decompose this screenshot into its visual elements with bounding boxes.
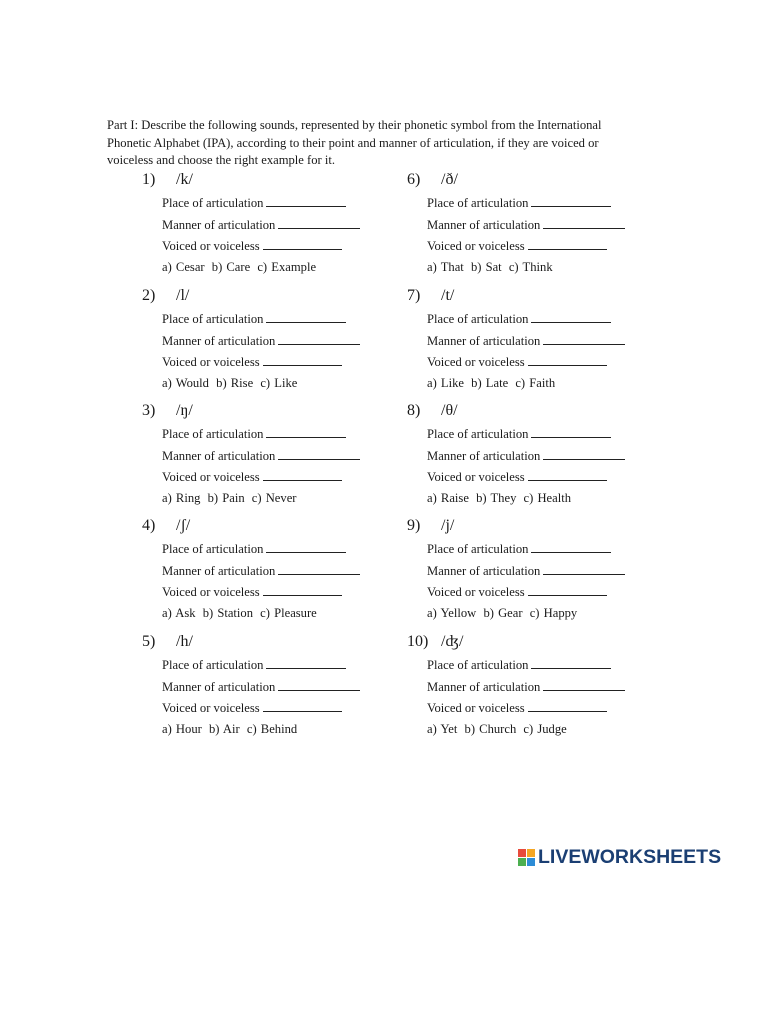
place-field-row bbox=[162, 195, 346, 211]
answer-option[interactable]: a) That bbox=[427, 260, 464, 274]
exercise-item bbox=[142, 401, 402, 505]
exercise-heading bbox=[407, 632, 667, 652]
voiced-field-row bbox=[162, 700, 342, 716]
manner-answer-blank[interactable] bbox=[543, 333, 625, 345]
manner-field-row bbox=[427, 563, 625, 579]
voiced-label: Voiced or voiceless bbox=[162, 470, 260, 484]
voiced-label: Voiced or voiceless bbox=[162, 239, 260, 253]
answer-options bbox=[427, 722, 570, 737]
exercise-heading bbox=[407, 401, 667, 421]
phonetic-symbol: /j/ bbox=[441, 517, 455, 534]
manner-field-row bbox=[162, 217, 360, 233]
answer-option[interactable]: b) Church bbox=[464, 722, 517, 736]
exercise-item bbox=[142, 286, 402, 390]
answer-option[interactable]: c) Never bbox=[251, 491, 297, 505]
exercise-heading bbox=[407, 516, 667, 536]
answer-option[interactable]: a) Cesar bbox=[162, 260, 205, 274]
exercise-item bbox=[142, 516, 402, 620]
exercise-heading bbox=[142, 516, 402, 536]
exercise-heading bbox=[142, 170, 402, 190]
place-answer-blank[interactable] bbox=[531, 195, 611, 207]
place-field-row bbox=[162, 311, 346, 327]
place-answer-blank[interactable] bbox=[531, 657, 611, 669]
answer-options bbox=[162, 376, 300, 391]
manner-label: Manner of articulation bbox=[162, 449, 276, 463]
phonetic-symbol: /l/ bbox=[176, 287, 190, 304]
voiced-field-row bbox=[427, 469, 607, 485]
answer-option[interactable]: b) Rise bbox=[216, 376, 254, 390]
manner-answer-blank[interactable] bbox=[543, 448, 625, 460]
exercise-number: 2) bbox=[142, 287, 156, 304]
answer-option[interactable]: a) Yet bbox=[427, 722, 458, 736]
voiced-answer-blank[interactable] bbox=[528, 584, 607, 596]
instructions-text: Part I: Describe the following sounds, represented by their phonetic symbol from the International Phonetic Alphabet (IPA), according to their point and manner of articulation, if they are voiced or voiceless and choose the right example for it. bbox=[107, 118, 602, 167]
place-answer-blank[interactable] bbox=[266, 657, 346, 669]
place-answer-blank[interactable] bbox=[531, 311, 611, 323]
answer-option[interactable]: a) Yellow bbox=[427, 606, 477, 620]
manner-label: Manner of articulation bbox=[427, 218, 541, 232]
exercise-number: 1) bbox=[142, 171, 156, 188]
answer-option[interactable]: c) Pleasure bbox=[260, 606, 317, 620]
answer-options bbox=[162, 491, 299, 506]
place-answer-blank[interactable] bbox=[266, 426, 346, 438]
manner-field-row bbox=[162, 333, 360, 349]
voiced-field-row bbox=[427, 354, 607, 370]
voiced-label: Voiced or voiceless bbox=[162, 355, 260, 369]
voiced-label: Voiced or voiceless bbox=[427, 355, 525, 369]
place-label: Place of articulation bbox=[162, 542, 264, 556]
logo-icon bbox=[518, 849, 535, 866]
answer-option[interactable]: c) Think bbox=[508, 260, 553, 274]
exercise-heading bbox=[142, 286, 402, 306]
voiced-answer-blank[interactable] bbox=[528, 238, 607, 250]
answer-option[interactable]: c) Behind bbox=[246, 722, 298, 736]
exercise-number: 4) bbox=[142, 517, 156, 534]
place-field-row bbox=[162, 541, 346, 557]
voiced-field-row bbox=[427, 238, 607, 254]
manner-answer-blank[interactable] bbox=[543, 563, 625, 575]
place-label: Place of articulation bbox=[162, 196, 264, 210]
place-label: Place of articulation bbox=[162, 427, 264, 441]
phonetic-symbol: /ʃ/ bbox=[176, 517, 191, 534]
answer-option[interactable]: b) Station bbox=[202, 606, 254, 620]
answer-option[interactable]: b) Air bbox=[208, 722, 240, 736]
manner-answer-blank[interactable] bbox=[278, 333, 360, 345]
manner-answer-blank[interactable] bbox=[278, 563, 360, 575]
manner-label: Manner of articulation bbox=[427, 449, 541, 463]
answer-option[interactable]: c) Judge bbox=[523, 722, 567, 736]
voiced-field-row bbox=[162, 238, 342, 254]
manner-field-row bbox=[162, 563, 360, 579]
answer-options bbox=[162, 722, 300, 737]
phonetic-symbol: /ŋ/ bbox=[176, 402, 193, 419]
phonetic-symbol: /k/ bbox=[176, 171, 193, 188]
exercise-item bbox=[142, 170, 402, 274]
voiced-field-row bbox=[427, 700, 607, 716]
voiced-label: Voiced or voiceless bbox=[427, 585, 525, 599]
liveworksheets-logo[interactable] bbox=[518, 846, 721, 868]
exercise-number: 9) bbox=[407, 517, 421, 534]
manner-label: Manner of articulation bbox=[162, 680, 276, 694]
voiced-answer-blank[interactable] bbox=[263, 469, 342, 481]
place-field-row bbox=[427, 541, 611, 557]
answer-option[interactable]: a) Would bbox=[162, 376, 209, 390]
answer-option[interactable]: c) Health bbox=[523, 491, 572, 505]
exercise-item bbox=[407, 170, 667, 274]
exercise-item bbox=[407, 516, 667, 620]
answer-option[interactable]: b) Late bbox=[471, 376, 509, 390]
phonetic-symbol: /h/ bbox=[176, 633, 193, 650]
voiced-answer-blank[interactable] bbox=[528, 700, 607, 712]
manner-label: Manner of articulation bbox=[427, 680, 541, 694]
voiced-field-row bbox=[162, 354, 342, 370]
answer-option[interactable]: b) Care bbox=[211, 260, 251, 274]
manner-answer-blank[interactable] bbox=[278, 217, 360, 229]
manner-answer-blank[interactable] bbox=[543, 679, 625, 691]
exercise-item bbox=[142, 632, 402, 736]
place-field-row bbox=[162, 657, 346, 673]
voiced-answer-blank[interactable] bbox=[263, 700, 342, 712]
exercise-number: 3) bbox=[142, 402, 156, 419]
logo-square-red bbox=[518, 849, 526, 857]
place-label: Place of articulation bbox=[162, 312, 264, 326]
answer-option[interactable]: b) They bbox=[476, 491, 517, 505]
answer-options bbox=[427, 606, 580, 621]
answer-option[interactable]: a) Hour bbox=[162, 722, 202, 736]
exercise-number: 5) bbox=[142, 633, 156, 650]
exercise-heading bbox=[142, 401, 402, 421]
place-field-row bbox=[162, 426, 346, 442]
manner-field-row bbox=[162, 448, 360, 464]
answer-options bbox=[162, 260, 319, 275]
voiced-answer-blank[interactable] bbox=[263, 354, 342, 366]
answer-option[interactable]: a) Ask bbox=[162, 606, 196, 620]
exercise-item bbox=[407, 401, 667, 505]
manner-label: Manner of articulation bbox=[427, 564, 541, 578]
manner-field-row bbox=[427, 679, 625, 695]
place-answer-blank[interactable] bbox=[266, 311, 346, 323]
place-answer-blank[interactable] bbox=[266, 195, 346, 207]
manner-field-row bbox=[427, 448, 625, 464]
answer-option[interactable]: b) Sat bbox=[470, 260, 502, 274]
logo-square-green bbox=[518, 858, 526, 866]
place-field-row bbox=[427, 311, 611, 327]
answer-option[interactable]: a) Raise bbox=[427, 491, 469, 505]
phonetic-symbol: /t/ bbox=[441, 287, 455, 304]
answer-options bbox=[162, 606, 320, 621]
voiced-label: Voiced or voiceless bbox=[427, 239, 525, 253]
answer-option[interactable]: c) Happy bbox=[529, 606, 578, 620]
phonetic-symbol: /θ/ bbox=[441, 402, 458, 419]
voiced-field-row bbox=[162, 584, 342, 600]
exercise-heading bbox=[142, 632, 402, 652]
phonetic-symbol: /ʤ/ bbox=[441, 633, 464, 650]
place-label: Place of articulation bbox=[427, 427, 529, 441]
answer-options bbox=[427, 376, 558, 391]
manner-label: Manner of articulation bbox=[162, 334, 276, 348]
place-label: Place of articulation bbox=[427, 312, 529, 326]
place-field-row bbox=[427, 426, 611, 442]
exercise-number: 8) bbox=[407, 402, 421, 419]
place-field-row bbox=[427, 657, 611, 673]
exercise-number: 10) bbox=[407, 633, 429, 650]
manner-field-row bbox=[427, 217, 625, 233]
manner-label: Manner of articulation bbox=[427, 334, 541, 348]
exercise-heading bbox=[407, 286, 667, 306]
manner-field-row bbox=[427, 333, 625, 349]
manner-label: Manner of articulation bbox=[162, 564, 276, 578]
voiced-field-row bbox=[427, 584, 607, 600]
place-answer-blank[interactable] bbox=[266, 541, 346, 553]
manner-field-row bbox=[162, 679, 360, 695]
answer-option[interactable]: b) Pain bbox=[207, 491, 245, 505]
exercise-item bbox=[407, 632, 667, 736]
answer-option[interactable]: c) Like bbox=[260, 376, 298, 390]
place-answer-blank[interactable] bbox=[531, 426, 611, 438]
manner-answer-blank[interactable] bbox=[278, 448, 360, 460]
exercise-item bbox=[407, 286, 667, 390]
exercise-number: 6) bbox=[407, 171, 421, 188]
logo-text: LIVEWORKSHEETS bbox=[538, 845, 722, 868]
voiced-answer-blank[interactable] bbox=[528, 354, 607, 366]
exercise-heading bbox=[407, 170, 667, 190]
exercise-number: 7) bbox=[407, 287, 421, 304]
answer-option[interactable]: a) Ring bbox=[162, 491, 201, 505]
answer-option[interactable]: b) Gear bbox=[483, 606, 523, 620]
voiced-answer-blank[interactable] bbox=[528, 469, 607, 481]
manner-answer-blank[interactable] bbox=[543, 217, 625, 229]
voiced-label: Voiced or voiceless bbox=[162, 701, 260, 715]
phonetic-symbol: /ð/ bbox=[441, 171, 458, 188]
answer-options bbox=[427, 260, 556, 275]
place-label: Place of articulation bbox=[427, 196, 529, 210]
manner-answer-blank[interactable] bbox=[278, 679, 360, 691]
place-label: Place of articulation bbox=[162, 658, 264, 672]
voiced-label: Voiced or voiceless bbox=[162, 585, 260, 599]
voiced-answer-blank[interactable] bbox=[263, 238, 342, 250]
voiced-field-row bbox=[162, 469, 342, 485]
place-label: Place of articulation bbox=[427, 542, 529, 556]
logo-square-orange bbox=[527, 849, 535, 857]
logo-square-blue bbox=[527, 858, 535, 866]
answer-option[interactable]: a) Like bbox=[427, 376, 465, 390]
answer-options bbox=[427, 491, 574, 506]
place-field-row bbox=[427, 195, 611, 211]
voiced-label: Voiced or voiceless bbox=[427, 470, 525, 484]
place-answer-blank[interactable] bbox=[531, 541, 611, 553]
voiced-answer-blank[interactable] bbox=[263, 584, 342, 596]
answer-option[interactable]: c) Faith bbox=[515, 376, 556, 390]
place-label: Place of articulation bbox=[427, 658, 529, 672]
answer-option[interactable]: c) Example bbox=[257, 260, 317, 274]
voiced-label: Voiced or voiceless bbox=[427, 701, 525, 715]
manner-label: Manner of articulation bbox=[162, 218, 276, 232]
